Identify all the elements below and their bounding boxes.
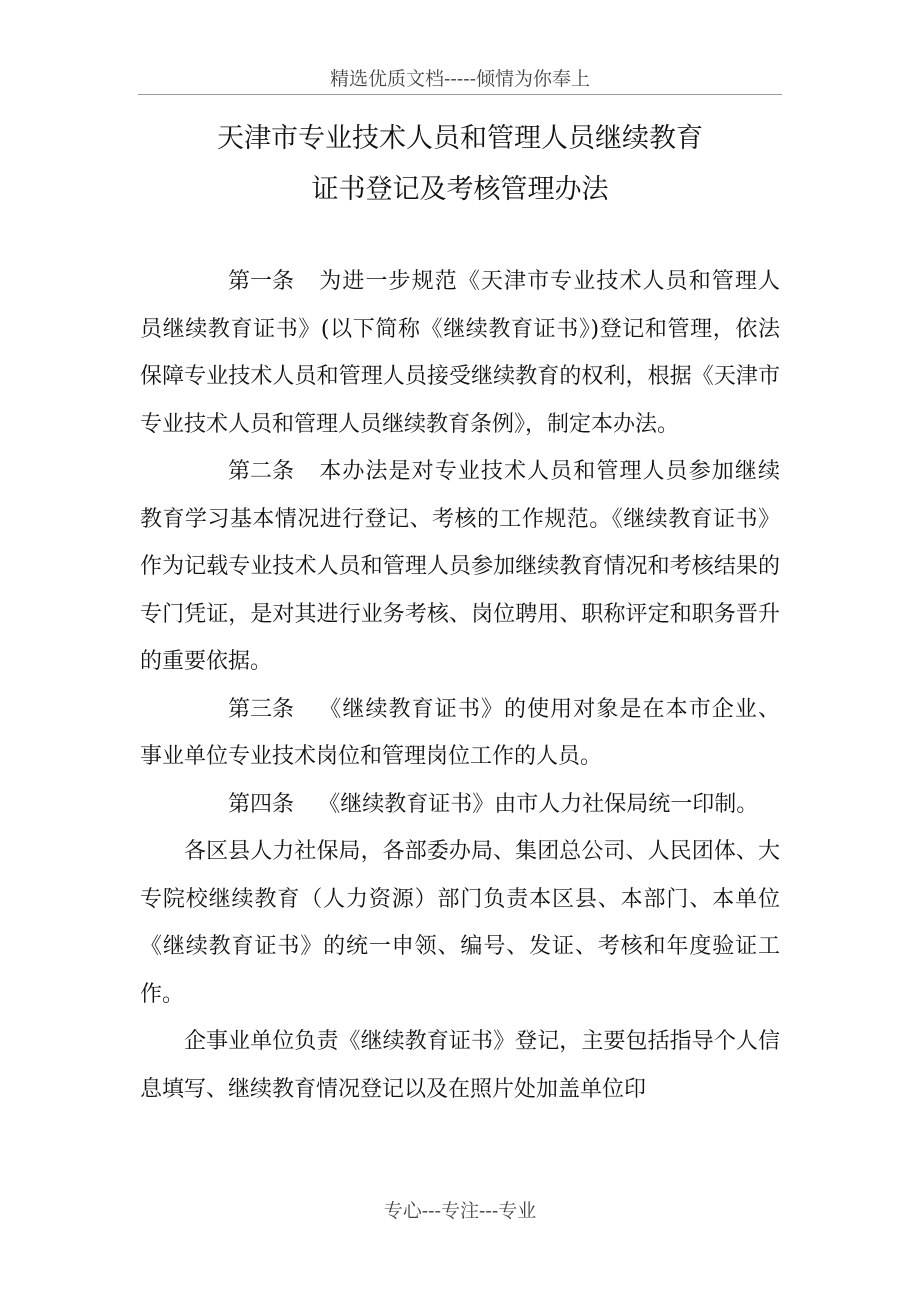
- page-footer: 专心---专注---专业: [383, 1200, 537, 1222]
- paragraph-1: 各区县人力社保局，各部委办局、集团总公司、人民团体、大专院校继续教育（人力资源）部门负责本区县、本部门、本单位《继续教育证书》的统一申领、编号、发证、考核和年度验证工作。: [140, 839, 780, 1007]
- article-text: 本办法是对专业技术人员和管理人员参加继续教育学习基本情况进行登记、考核的工作规范。《继续教育证书》作为记载专业技术人员和管理人员参加继续教育情况和考核结果的专门凭证，是对其进行业务考核、岗位聘用、职称评定和职务晋升的重要依据。: [140, 459, 780, 674]
- document-title: [0, 113, 920, 215]
- document-body: [140, 258, 780, 1113]
- page-header: 精选优质文档-----倾情为你奉上: [329, 68, 591, 90]
- title-line-2: 证书登记及考核管理办法: [311, 174, 609, 205]
- article-label: 第一条: [228, 269, 295, 294]
- article-label: 第三条: [228, 696, 295, 722]
- article-label: 第四条: [228, 791, 295, 817]
- article-3: [140, 686, 780, 781]
- article-text: 为进一步规范《天津市专业技术人员和管理人员继续教育证书》(以下简称《继续教育证书》)登记和管理，依法保障专业技术人员和管理人员接受继续教育的权利，根据《天津市专业技术人员和管理人员继续教育条例》，制定本办法。: [140, 269, 780, 437]
- article-label: 第二条: [228, 459, 295, 484]
- article-text: 《继续教育证书》由市人力社保局统一印制。: [318, 791, 759, 817]
- article-text: 《继续教育证书》的使用对象是在本市企业、事业单位专业技术岗位和管理岗位工作的人员。: [140, 696, 780, 769]
- title-line-1: 天津市专业技术人员和管理人员继续教育: [217, 123, 703, 154]
- article-1: [140, 258, 780, 448]
- paragraph-2: 企事业单位负责《继续教育证书》登记，主要包括指导个人信息填写、继续教育情况登记以及在照片处加盖单位印: [140, 1029, 780, 1102]
- article-4: [140, 781, 780, 829]
- article-2: [140, 448, 780, 686]
- header-divider: [138, 94, 782, 95]
